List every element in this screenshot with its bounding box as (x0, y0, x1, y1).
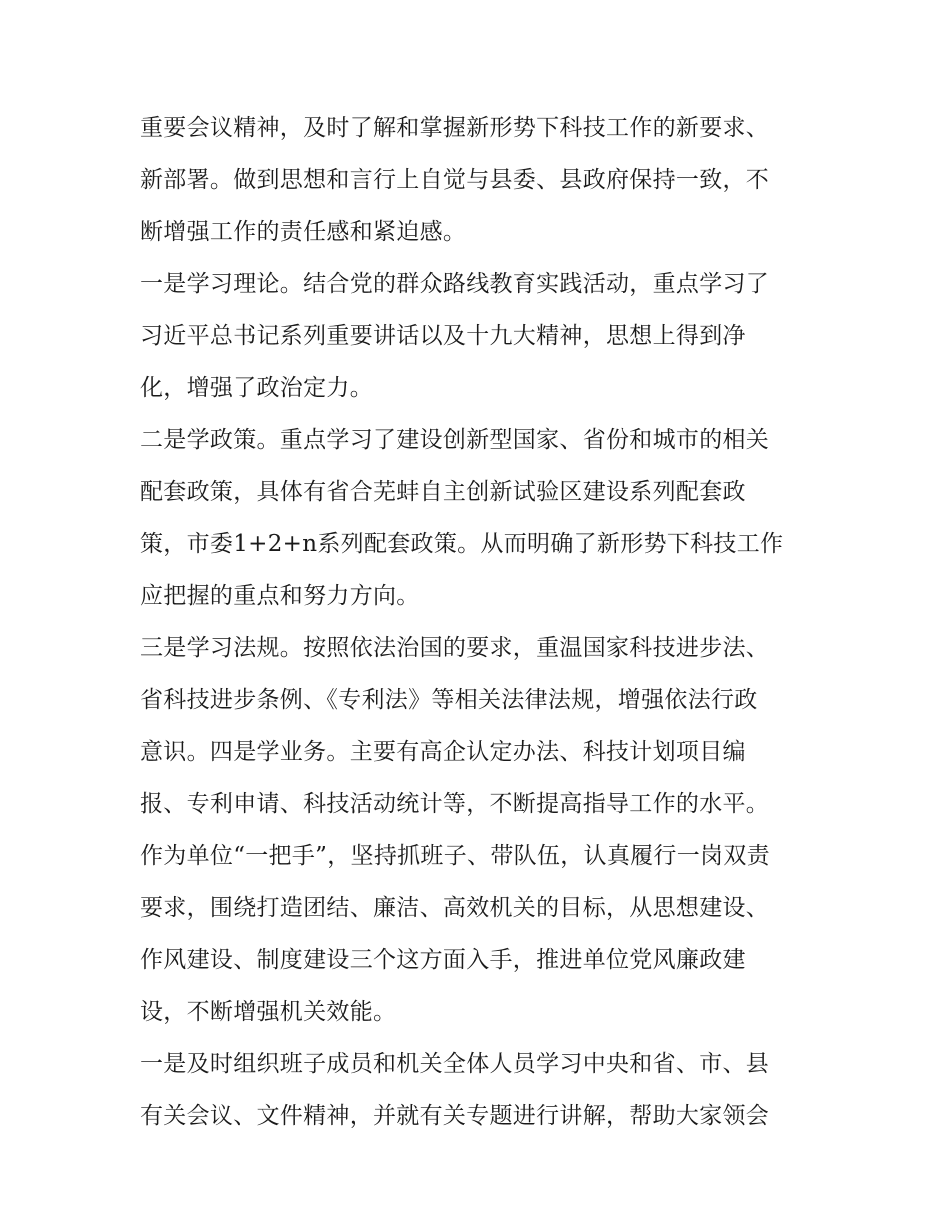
text-line: 三是学习法规。按照依法治国的要求，重温国家科技进步法、 (140, 635, 770, 661)
text-line: 应把握的重点和努力方向。 (140, 583, 420, 609)
text-line: 断增强工作的责任感和紧迫感。 (140, 219, 467, 245)
text-line: 新部署。做到思想和言行上自觉与县委、县政府保持一致，不 (140, 167, 770, 193)
document-body (140, 102, 820, 1142)
text-line: 策，市委1+2+n系列配套政策。从而明确了新形势下科技工作 (140, 531, 784, 557)
text-line: 作风建设、制度建设三个这方面入手，推进单位党风廉政建 (140, 947, 746, 973)
text-line: 有关会议、文件精神，并就有关专题进行讲解，帮助大家领会 (140, 1103, 770, 1129)
text-line: 一是学习理论。结合党的群众路线教育实践活动，重点学习了 (140, 271, 770, 297)
text-line: 习近平总书记系列重要讲话以及十九大精神，思想上得到净 (140, 323, 746, 349)
text-line: 设，不断增强机关效能。 (140, 999, 397, 1025)
text-line: 省科技进步条例、《专利法》等相关法律法规，增强依法行政 (140, 687, 758, 713)
text-line: 报、专利申请、科技活动统计等，不断提高指导工作的水平。 (140, 791, 770, 817)
text-line: 重要会议精神，及时了解和掌握新形势下科技工作的新要求、 (140, 115, 770, 141)
text-line: 要求，围绕打造团结、廉洁、高效机关的目标，从思想建设、 (140, 895, 770, 921)
text-line: 一是及时组织班子成员和机关全体人员学习中央和省、市、县 (140, 1051, 770, 1077)
text-line: 二是学政策。重点学习了建设创新型国家、省份和城市的相关 (140, 427, 770, 453)
text-line: 配套政策，具体有省合芜蚌自主创新试验区建设系列配套政 (140, 479, 746, 505)
text-line: 意识。四是学业务。主要有高企认定办法、科技计划项目编 (140, 739, 746, 765)
text-line: 化，增强了政治定力。 (140, 375, 373, 401)
text-line: 作为单位“一把手”，坚持抓班子、带队伍，认真履行一岗双责 (140, 843, 770, 869)
